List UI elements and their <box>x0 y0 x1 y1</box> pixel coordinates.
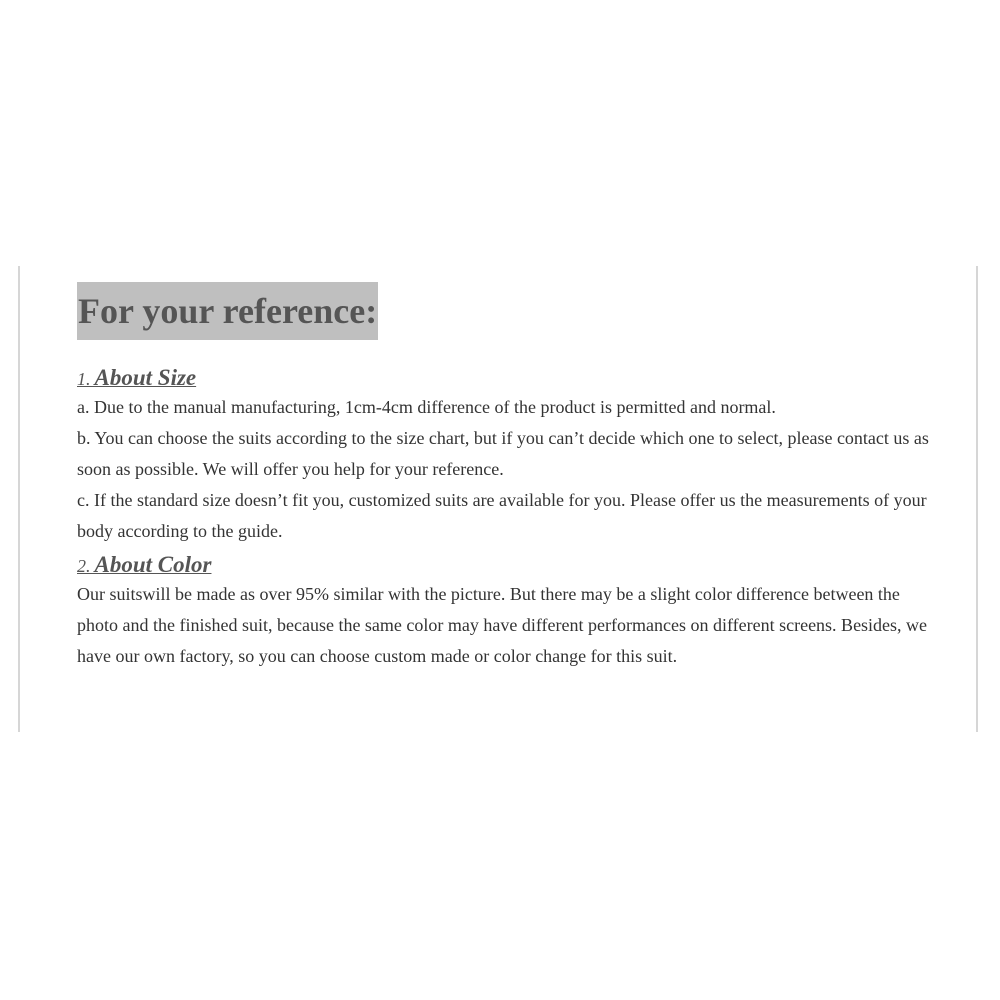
size-note-b: b. You can choose the suits according to the size chart, but if you can’t decide which one to select, please contact us as soon as possible. We will offer you help for your reference. <box>77 428 929 479</box>
section-number: 1. <box>77 369 91 389</box>
heading-block <box>77 282 937 340</box>
page-title: For your reference: <box>77 282 378 340</box>
section-name: About Color <box>94 552 212 577</box>
section-number: 2. <box>77 556 91 576</box>
section-title-about-size <box>77 362 937 394</box>
section-name: About Size <box>94 365 197 390</box>
section-title-about-color <box>77 549 937 581</box>
color-note: Our suitswill be made as over 95% similar with the picture. But there may be a slight color difference between the photo and the finished suit, because the same color may have different performances on different screens. Besides, we have our own factory, so you can choose custom made or color change for this suit. <box>77 584 928 666</box>
reference-content <box>77 282 937 672</box>
size-note-c: c. If the standard size doesn’t fit you, customized suits are available for you. Please offer us the measurements of your body according to the guide. <box>77 490 927 541</box>
size-note-a: a. Due to the manual manufacturing, 1cm-4cm difference of the product is permitted and normal. <box>77 397 776 417</box>
